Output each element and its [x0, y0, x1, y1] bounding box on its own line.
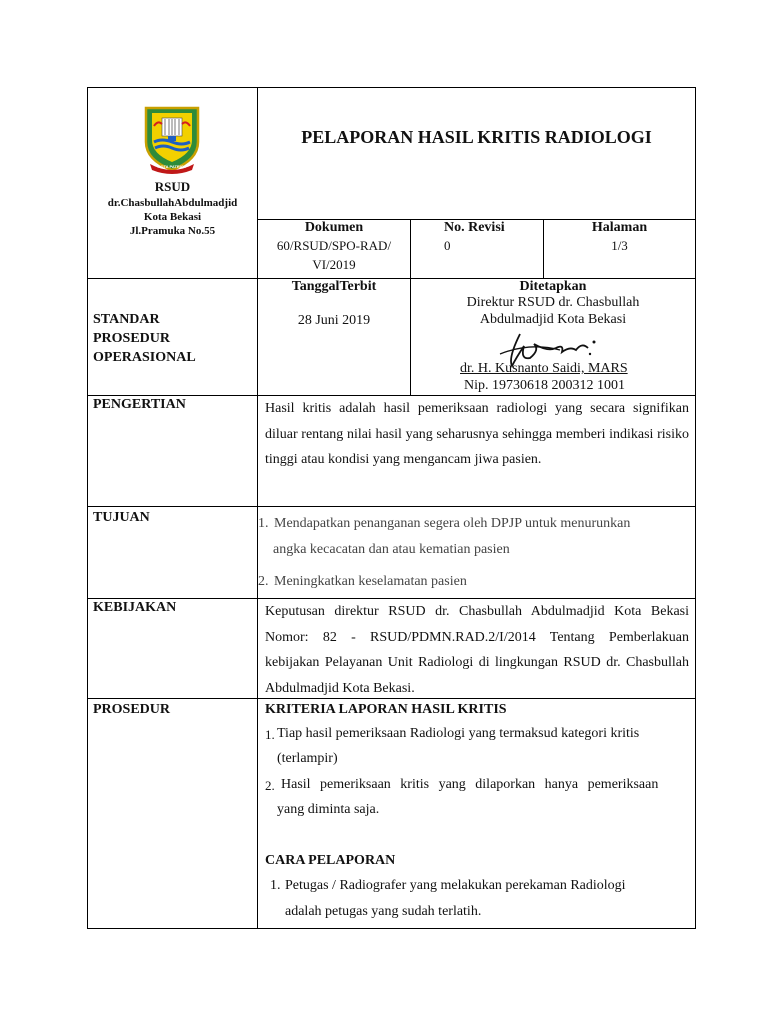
org-city: Kota Bekasi — [143, 211, 202, 223]
spo-label-1: STANDAR — [93, 312, 160, 327]
dokumen-line1: 60/RSUD/SPO-RAD/ — [276, 238, 392, 253]
halaman-value: 1/3 — [611, 238, 628, 253]
kebijakan-label: KEBIJAKAN — [93, 600, 177, 615]
prosedur-label: PROSEDUR — [93, 702, 171, 717]
tujuan-1-num: 1. — [258, 516, 269, 531]
kriteria-1-line1: Tiap hasil pemeriksaan Radiologi yang termaksud kategori kritis — [277, 726, 640, 741]
dokumen-label: Dokumen — [304, 220, 364, 235]
cara-heading: CARA PELAPORAN — [265, 853, 396, 868]
cara-1-line2: adalah petugas yang sudah terlatih. — [285, 904, 482, 919]
dokumen-line2: VI/2019 — [312, 257, 356, 272]
tanggal-label: TanggalTerbit — [291, 279, 377, 294]
director-line1: Direktur RSUD dr. Chasbullah — [466, 295, 640, 310]
city-logo — [142, 104, 202, 176]
tujuan-2-text: Meningkatkan keselamatan pasien — [274, 574, 467, 589]
ditetapkan-label: Ditetapkan — [519, 279, 587, 294]
kriteria-2-line1: Hasil pemeriksaan kritis yang dilaporkan hanya pemeriksaan — [281, 777, 659, 792]
spo-label-2: PROSEDUR — [93, 331, 171, 346]
cara-1-num: 1. — [270, 878, 281, 893]
kriteria-1-line2: (terlampir) — [277, 751, 338, 766]
col-divider-revisi — [410, 219, 411, 278]
org-hospital: dr.ChasbullahAbdulmadjid — [107, 197, 238, 209]
pengertian-text: Hasil kritis adalah hasil pemeriksaan radiologi yang secara signifikan diluar rentang nilai hasil yang seharusnya sehingga memberi indikasi risiko tinggi atau kondisi yang mengancam jiwa pasien. — [265, 401, 689, 467]
table-border-bottom — [87, 928, 696, 929]
kebijakan-text: Keputusan direktur RSUD dr. Chasbullah Abdulmadjid Kota Bekasi Nomor: 82 - RSUD/PDMN.RAD.2/I/2014 Tentang Pemberlakuan kebijakan Pelayanan Unit Radiologi di lingkungan RSUD dr. Chasbullah Abdulmadjid Kota Bekasi. — [265, 604, 689, 696]
tujuan-label: TUJUAN — [93, 510, 150, 525]
cara-1-line1: Petugas / Radiografer yang melakukan perekaman Radiologi — [285, 878, 626, 893]
tujuan-1-line1: Mendapatkan penanganan segera oleh DPJP untuk menurunkan — [274, 516, 631, 531]
signer-name: dr. H. Kusnanto Saidi, MARS — [460, 361, 628, 376]
kriteria-2-num: 2. — [265, 778, 275, 793]
org-address: Jl.Pramuka No.55 — [129, 225, 216, 237]
org-name: RSUD — [154, 179, 191, 194]
row-divider-pengertian — [87, 506, 696, 507]
tujuan-1-line2: angka kecacatan dan atau kematian pasien — [273, 542, 510, 557]
kriteria-1-num: 1. — [265, 727, 275, 742]
pengertian-label: PENGERTIAN — [93, 397, 186, 412]
logo-ribbon-text: KOTA PATRIOT — [157, 164, 187, 169]
spo-label-3: OPERASIONAL — [93, 350, 196, 365]
table-border-right — [695, 87, 696, 929]
revisi-label: No. Revisi — [444, 220, 505, 235]
kriteria-2-line2: yang diminta saja. — [277, 802, 380, 817]
table-column-divider — [257, 87, 258, 929]
page-title: PELAPORAN HASIL KRITIS RADIOLOGI — [301, 127, 652, 147]
table-border-top — [87, 87, 696, 88]
tujuan-2-num: 2. — [258, 574, 269, 589]
revisi-value: 0 — [444, 238, 451, 253]
halaman-label: Halaman — [591, 220, 648, 235]
director-line2: Abdulmadjid Kota Bekasi — [479, 312, 627, 327]
tanggal-value: 28 Juni 2019 — [297, 313, 371, 328]
kriteria-heading: KRITERIA LAPORAN HASIL KRITIS — [265, 702, 507, 717]
signer-nip: Nip. 19730618 200312 1001 — [464, 378, 625, 393]
